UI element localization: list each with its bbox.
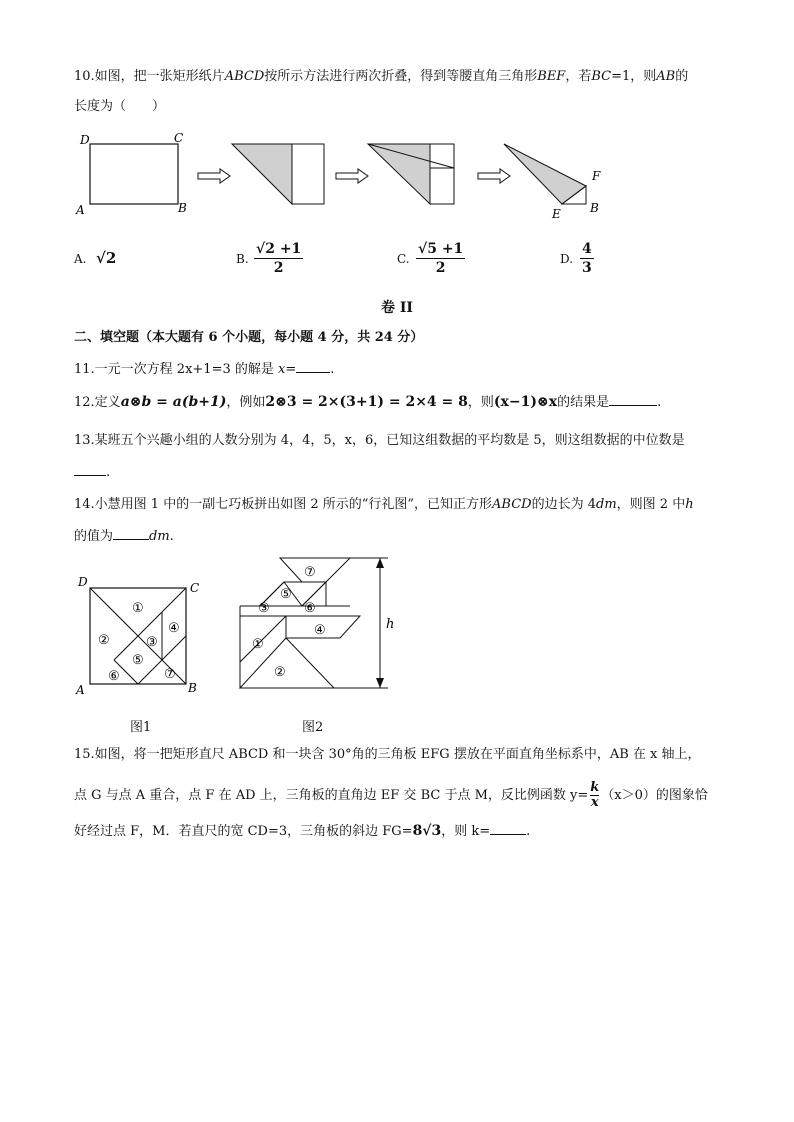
q11: 11.一元一次方程 2x+1=3 的解是 x= . <box>74 362 335 377</box>
q14-line1: 14.小慧用图 1 中的一副七巧板拼出如图 2 所示的“行礼图”，已知正方形ABCD的边长为 4dm，则图 2 中h <box>74 497 694 512</box>
fig1-piece-1: ① <box>132 601 144 616</box>
arrow-3 <box>478 169 510 183</box>
tangram-figure-1 <box>74 570 214 700</box>
tangram-figure-2 <box>230 552 410 692</box>
fig2-piece-3: ③ <box>258 601 270 616</box>
q15-line3: 好经过点 F，M．若直尺的宽 CD=3，三角板的斜边 FG=8√3，则 k= . <box>74 823 531 839</box>
option-b-label: B. <box>236 252 249 266</box>
q15-fraction: $\frac{k}{x}$ <box>590 780 600 810</box>
rectangle-abcd <box>90 144 178 204</box>
option-d-label: D. <box>560 252 574 266</box>
q10-line2: 长度为（ ） <box>74 99 166 114</box>
q14-line2: 的值为 dm. <box>74 529 174 544</box>
fig1-label-D: D <box>78 575 88 589</box>
fig1-piece-6: ⑥ <box>108 669 120 684</box>
fold-step-2 <box>368 144 454 204</box>
q10-folding-figure <box>74 128 614 223</box>
label-A: A <box>76 203 85 217</box>
option-d-fraction: $\frac{4}{3}$ <box>582 241 592 276</box>
fig1-label-A: A <box>76 683 85 697</box>
fig2-caption: 图2 <box>302 720 324 735</box>
q15-answer-blank[interactable] <box>490 822 526 835</box>
arrow-2 <box>336 169 368 183</box>
fig2-piece-7: ⑦ <box>304 565 316 580</box>
q12-answer-blank[interactable] <box>609 393 657 406</box>
fig1-piece-4: ④ <box>168 621 180 636</box>
label-C: C <box>174 131 184 145</box>
fig1-label-C: C <box>190 581 200 595</box>
fig1-caption: 图1 <box>130 720 152 735</box>
q15-line1: 15.如图，将一把矩形直尺 ABCD 和一块含 30°角的三角板 EFG 摆放在平面直角坐标系中，AB 在 x 轴上， <box>74 747 701 762</box>
section2-header: 二、填空题（本大题有 6 个小题，每小题 4 分，共 24 分） <box>74 330 424 345</box>
option-c-label: C. <box>397 252 410 266</box>
option-b-fraction: $\frac{√2 +1}{2}$ <box>256 241 302 276</box>
label-D: D <box>80 133 90 147</box>
label-F: F <box>592 169 601 183</box>
q12: 12.定义a⊗b = a(b+1)，例如2⊗3 = 2×(3+1) = 2×4 = 8，则(x−1)⊗x的结果是 . <box>74 394 662 410</box>
fig1-label-B: B <box>188 681 197 695</box>
fig1-piece-3: ③ <box>146 635 158 650</box>
q13-line2: . <box>74 463 110 482</box>
label-B: B <box>178 201 187 215</box>
fig2-piece-2: ② <box>274 665 286 680</box>
fig1-piece-7: ⑦ <box>164 667 176 682</box>
arrow-1 <box>198 169 230 183</box>
q13-line1: 13.某班五个兴趣小组的人数分别为 4，4，5，x，6，已知这组数据的平均数是 5，则这组数据的中位数是 <box>74 433 685 448</box>
fig2-piece-1: ① <box>252 637 264 652</box>
q11-answer-blank[interactable] <box>296 360 330 373</box>
q10-line1: 10.如图，把一张矩形纸片ABCD按所示方法进行两次折叠，得到等腰直角三角形BEF，若BC=1，则AB的 <box>74 69 689 84</box>
fig2-piece-4: ④ <box>314 623 326 638</box>
q13-answer-blank[interactable] <box>74 463 106 476</box>
fold-final-triangle <box>504 144 586 204</box>
option-a-label: A. <box>74 252 87 266</box>
fig2-h-label: h <box>386 617 395 632</box>
label-E: E <box>552 207 561 221</box>
q15-line2: 点 G 与点 A 重合，点 F 在 AD 上，三角板的直角边 EF 交 BC 于点 M，反比例函数 y= $\frac{k}{x}$ （x＞0）的图象恰 <box>74 780 708 810</box>
fold-step-1 <box>232 144 324 204</box>
fig1-piece-2: ② <box>98 633 110 648</box>
q14-answer-blank[interactable] <box>113 527 149 540</box>
fig1-piece-5: ⑤ <box>132 653 144 668</box>
fig2-piece-5: ⑤ <box>280 587 292 602</box>
section-title: 卷 II <box>381 300 413 316</box>
option-a-value: √2 <box>96 249 117 267</box>
option-c-fraction: $\frac{√5 +1}{2}$ <box>418 241 464 276</box>
fig2-piece-6: ⑥ <box>304 601 316 616</box>
label-B2: B <box>590 201 599 215</box>
